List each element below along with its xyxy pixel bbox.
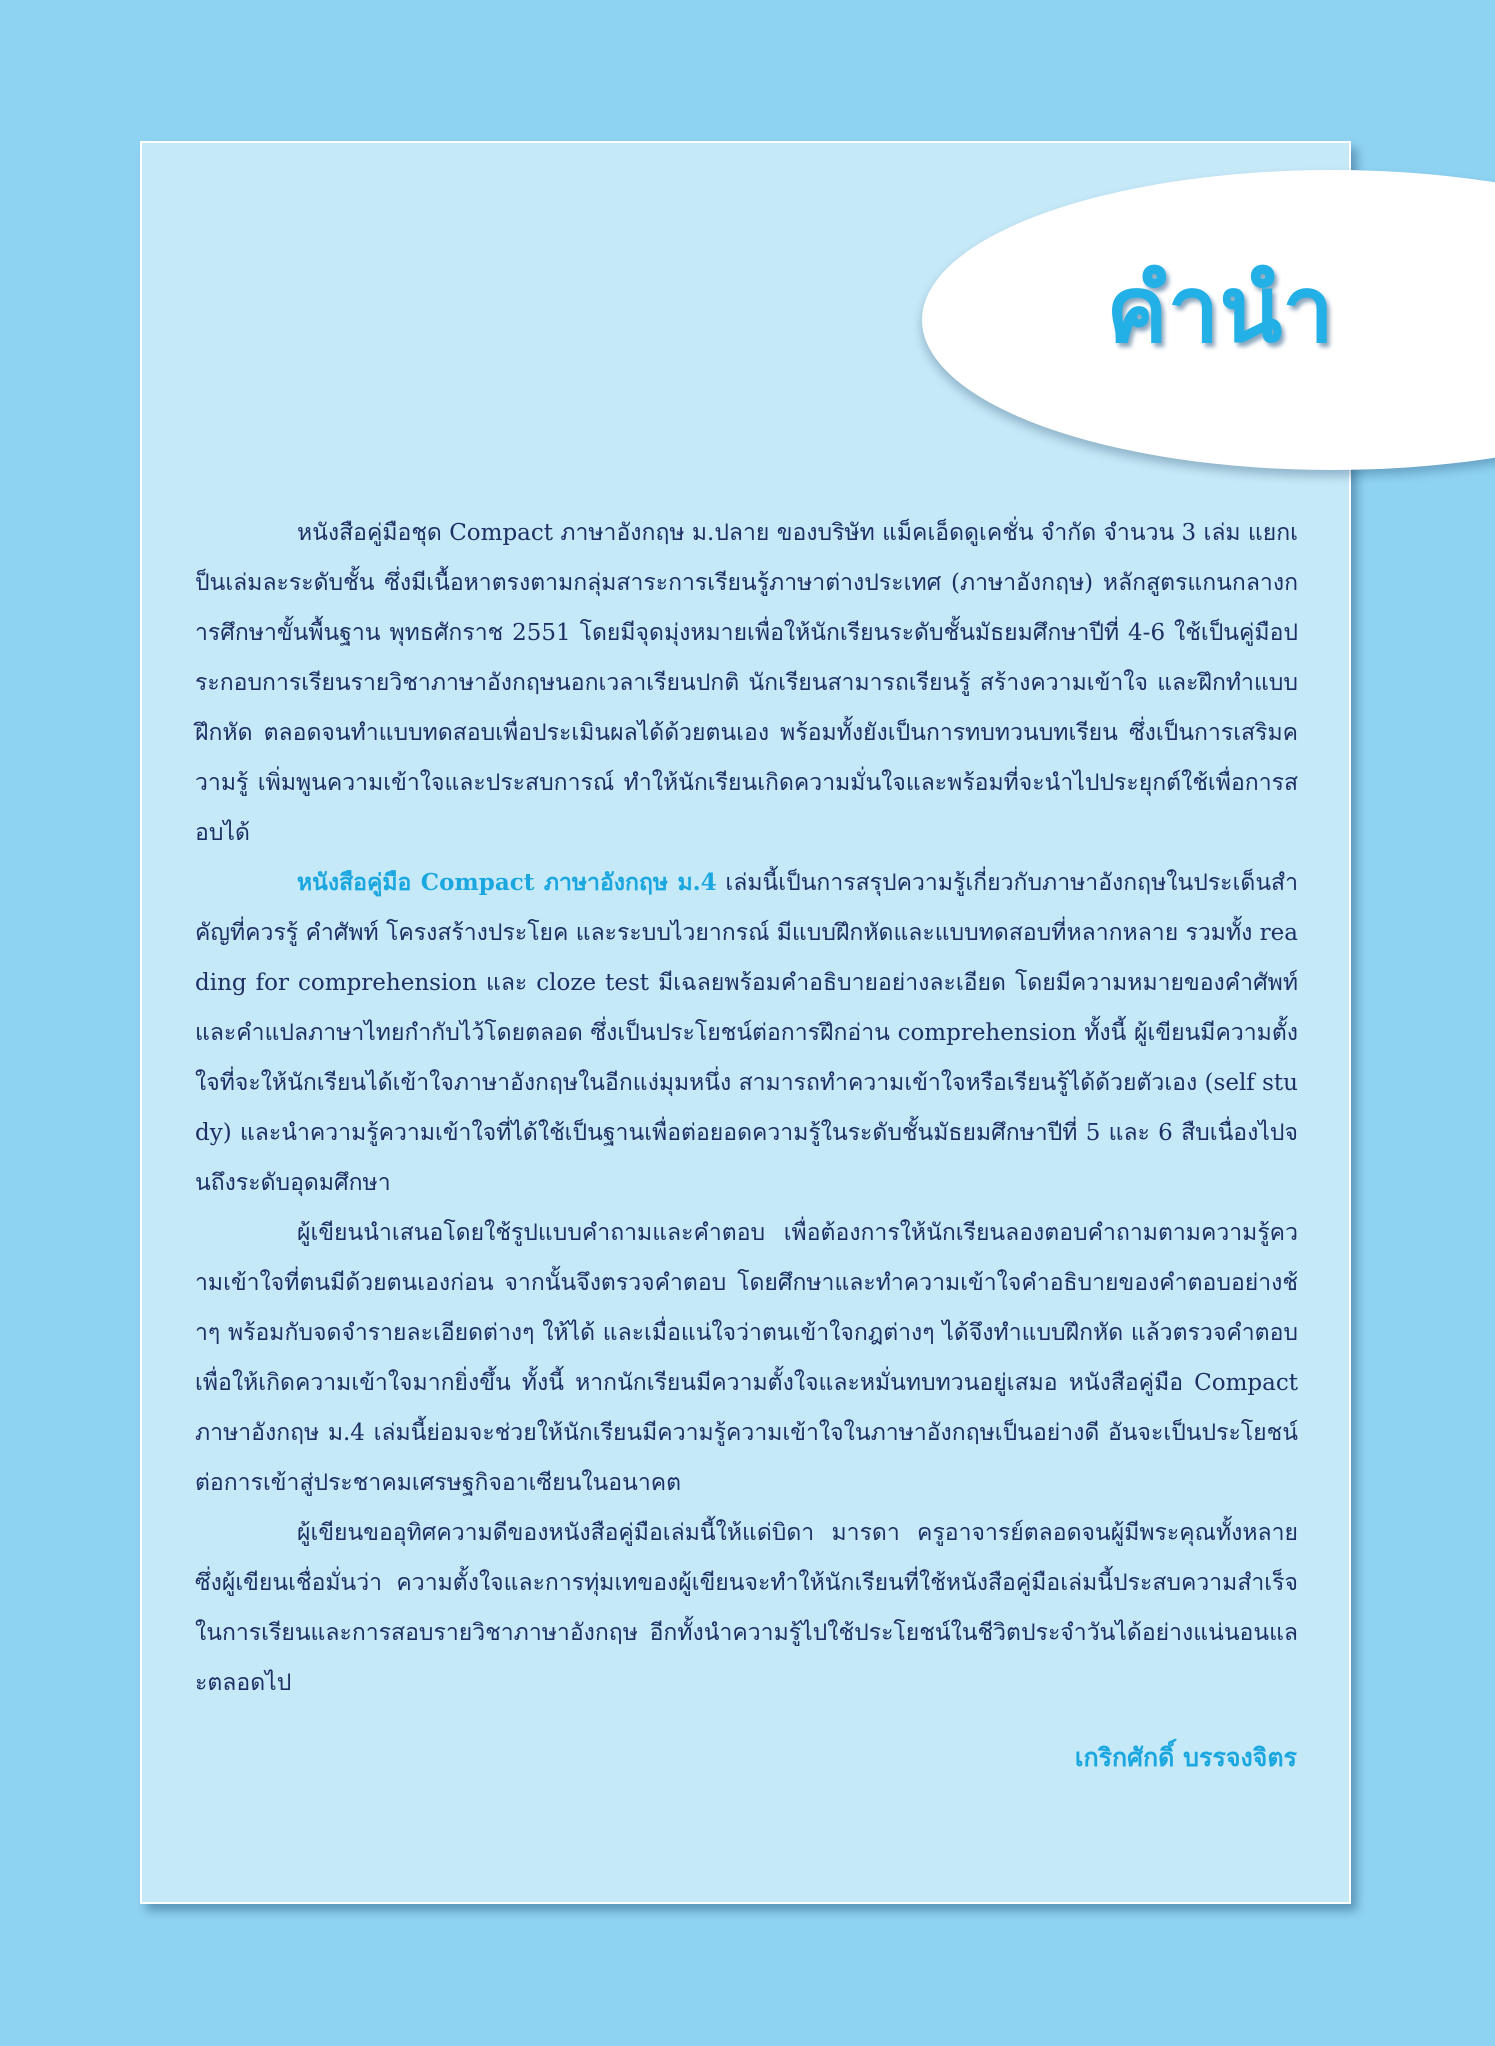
paragraph-1: หนังสือคู่มือชุด Compact ภาษาอังกฤษ ม.ปลาย ของบริษัท แม็คเอ็ดดูเคชั่น จำกัด จำนวน 3 เล่ม แยกเป็นเล่มละระดับชั้น ซึ่งมีเนื้อหาตรงตามกลุ่มสาระการเรียนรู้ภาษาต่างประเทศ (ภาษาอังกฤษ) หลักสูตรแกนกลางการศึกษาขั้นพื้นฐาน พุทธศักราช 2551 โดยมีจุดมุ่งหมายเพื่อให้นักเรียนระดับชั้นมัธยมศึกษาปีที่ 4-6 ใช้เป็นคู่มือประกอบการเรียนรายวิชาภาษาอังกฤษนอกเวลาเรียนปกติ นักเรียนสามารถเรียนรู้ สร้างความเข้าใจ และฝึกทำแบบฝึกหัด ตลอดจนทำแบบทดสอบเพื่อประเมินผลได้ด้วยตนเอง พร้อมทั้งยังเป็นการทบทวนบทเรียน ซึ่งเป็นการเสริมความรู้ เพิ่มพูนความเข้าใจและประสบการณ์ ทำให้นักเรียนเกิดความมั่นใจและพร้อมที่จะนำไปประยุกต์ใช้เพื่อการสอบได้ <box>195 520 1298 846</box>
author-name: เกริกศักดิ์ บรรจงจิตร <box>1074 1743 1297 1772</box>
paragraph-2-text: เล่มนี้เป็นการสรุปความรู้เกี่ยวกับภาษาอังกฤษในประเด็นสำคัญที่ควรรู้ คำศัพท์ โครงสร้างประโยค และระบบไวยากรณ์ มีแบบฝึกหัดและแบบทดสอบที่หลากหลาย รวมทั้ง reading for comprehension และ cloze test มีเฉลยพร้อมคำอธิบายอย่างละเอียด โดยมีความหมายของคำศัพท์และคำแปลภาษาไทยกำกับไว้โดยตลอด ซึ่งเป็นประโยชน์ต่อการฝึกอ่าน comprehension ทั้งนี้ ผู้เขียนมีความตั้งใจที่จะให้นักเรียนได้เข้าใจภาษาอังกฤษในอีกแง่มุมหนึ่ง สามารถทำความเข้าใจหรือเรียนรู้ได้ด้วยตัวเอง (self study) และนำความรู้ความเข้าใจที่ได้ใช้เป็นฐานเพื่อต่อยอดความรู้ในระดับชั้นมัธยมศึกษาปีที่ 5 และ 6 สืบเนื่องไปจนถึงระดับอุดมศึกษา <box>195 870 1298 1196</box>
page-title: คำนำ <box>1106 256 1334 363</box>
book-title-highlight: หนังสือคู่มือ Compact ภาษาอังกฤษ ม.4 <box>297 869 717 896</box>
paragraph-4: ผู้เขียนขออุทิศความดีของหนังสือคู่มือเล่มนี้ให้แด่บิดา มารดา ครูอาจารย์ตลอดจนผู้มีพระคุณทั้งหลาย ซึ่งผู้เขียนเชื่อมั่นว่า ความตั้งใจและการทุ่มเทของผู้เขียนจะทำให้นักเรียนที่ใช้หนังสือคู่มือเล่มนี้ประสบความสำเร็จในการเรียนและการสอบรายวิชาภาษาอังกฤษ อีกทั้งนำความรู้ไปใช้ประโยชน์ในชีวิตประจำวันได้อย่างแน่นอนและตลอดไป <box>195 1520 1298 1696</box>
preface-body <box>195 508 1298 1708</box>
paragraph-2 <box>195 858 1298 1208</box>
paragraph-3: ผู้เขียนนำเสนอโดยใช้รูปแบบคำถามและคำตอบ เพื่อต้องการให้นักเรียนลองตอบคำถามตามความรู้ความเข้าใจที่ตนมีด้วยตนเองก่อน จากนั้นจึงตรวจคำตอบ โดยศึกษาและทำความเข้าใจคำอธิบายของคำตอบอย่างช้าๆ พร้อมกับจดจำรายละเอียดต่างๆ ให้ได้ และเมื่อแน่ใจว่าตนเข้าใจกฎต่างๆ ได้จึงทำแบบฝึกหัด แล้วตรวจคำตอบเพื่อให้เกิดความเข้าใจมากยิ่งขึ้น ทั้งนี้ หากนักเรียนมีความตั้งใจและหมั่นทบทวนอยู่เสมอ หนังสือคู่มือ Compact ภาษาอังกฤษ ม.4 เล่มนี้ย่อมจะช่วยให้นักเรียนมีความรู้ความเข้าใจในภาษาอังกฤษเป็นอย่างดี อันจะเป็นประโยชน์ต่อการเข้าสู่ประชาคมเศรษฐกิจอาเซียนในอนาคต <box>195 1220 1298 1496</box>
